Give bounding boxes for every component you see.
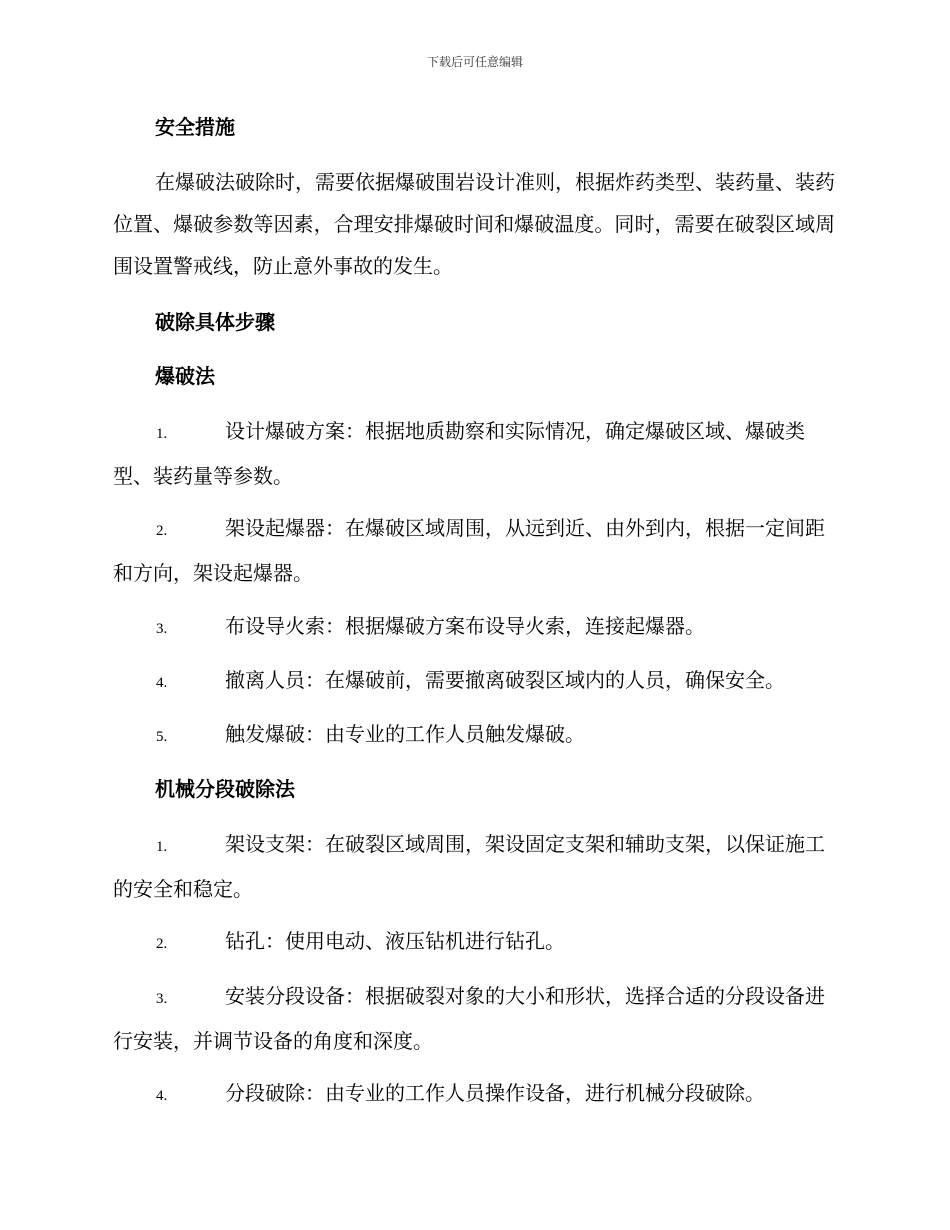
list-item-text: 布设导火索：根据爆破方案布设导火索，连接起爆器。 <box>225 614 705 638</box>
list-item-text: 钻孔：使用电动、液压钻机进行钻孔。 <box>225 929 565 953</box>
list-item <box>113 410 835 497</box>
list-item <box>113 507 835 594</box>
list-item-number: 2. <box>156 936 168 952</box>
list-item-number: 4. <box>156 1088 168 1104</box>
list-item-text: 触发爆破：由专业的工作人员触发爆破。 <box>225 722 585 746</box>
list-item <box>113 1072 835 1117</box>
list-item-number: 3. <box>156 621 168 637</box>
list-item <box>113 823 835 910</box>
list-item-text: 安装分段设备：根据破裂对象的大小和形状，选择合适的分段设备进行安装，并调节设备的角度和深度。 <box>113 984 825 1053</box>
list-item-text: 撤离人员：在爆破前，需要撤离破裂区域内的人员，确保安全。 <box>225 668 785 692</box>
list-item-text: 设计爆破方案：根据地质勘察和实际情况，确定爆破区域、爆破类型、装药量等参数。 <box>113 419 805 488</box>
list-item <box>113 605 835 650</box>
list-item-number: 1. <box>156 839 168 855</box>
list-item-number: 1. <box>156 426 168 442</box>
list-item-number: 3. <box>156 991 168 1007</box>
list-item-text: 架设起爆器：在爆破区域周围，从远到近、由外到内，根据一定间距和方向，架设起爆器。 <box>113 516 825 585</box>
list-item-text: 分段破除：由专业的工作人员操作设备，进行机械分段破除。 <box>225 1081 765 1105</box>
list-item <box>113 713 835 758</box>
safety-paragraph: 在爆破法破除时，需要依据爆破围岩设计准则，根据炸药类型、装药量、装药位置、爆破参数等因素，合理安排爆破时间和爆破温度。同时，需要在破裂区域周围设置警戒线，防止意外事故的发生。 <box>113 170 835 278</box>
list-item-text: 架设支架：在破裂区域周围，架设固定支架和辅助支架，以保证施工的安全和稳定。 <box>113 832 825 901</box>
list-item <box>113 975 835 1062</box>
list-item-number: 2. <box>156 523 168 539</box>
section-title-safety: 安全措施 <box>155 115 235 139</box>
section-title-mechanical: 机械分段破除法 <box>155 777 295 801</box>
list-item-number: 5. <box>156 729 168 745</box>
list-item <box>113 920 835 965</box>
section-title-blasting: 爆破法 <box>155 364 215 388</box>
section-title-steps: 破除具体步骤 <box>155 310 275 334</box>
list-item-number: 4. <box>156 675 168 691</box>
list-item <box>113 659 835 704</box>
page-header: 下载后可任意编辑 <box>426 55 523 69</box>
